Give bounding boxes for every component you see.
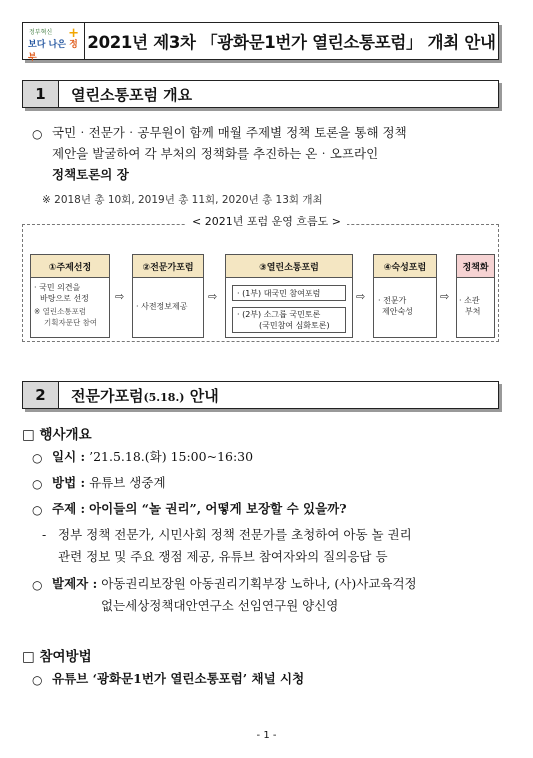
- flow-step-text: 부처: [465, 307, 481, 316]
- overview-line-3: 정책토론의 장: [52, 167, 129, 182]
- event-date-value: ’21.5.18.(화) 15:00~16:30: [89, 449, 254, 464]
- bullet-circle: ○: [32, 451, 43, 465]
- speakers-line-2: 없는세상정책대안연구소 선임연구원 양신영: [101, 598, 339, 613]
- bullet-circle: ○: [32, 127, 43, 141]
- flow-diagram-title: [0, 213, 533, 229]
- plus-icon: +: [68, 26, 79, 41]
- flow-substep-part2: [232, 307, 346, 333]
- event-method-value: 유튜브 생중계: [89, 475, 166, 490]
- topic-desc-line-2: 관련 정보 및 주요 쟁점 제공, 유튜브 참여자와의 질의응답 등: [58, 549, 388, 564]
- flow-step-expert-forum: [132, 254, 204, 338]
- dash-marker: -: [42, 527, 47, 542]
- flow-substep-text: (국민참여 심화토론): [259, 321, 330, 330]
- speakers-line-1: [52, 573, 417, 594]
- event-topic: [52, 498, 347, 519]
- section-title-main: 전문가포럼: [71, 386, 144, 405]
- event-topic-value: 아이들의 “놀 권리”, 어떻게 보장할 수 있을까?: [89, 501, 347, 516]
- flow-arrow-icon: ⇨: [115, 290, 125, 303]
- section-title: 열린소통포럼 개요: [71, 85, 193, 104]
- logo-text-b: 정부: [28, 40, 78, 63]
- flow-step-text: 바탕으로 선정: [40, 294, 89, 303]
- participation-item: 유튜브 ‘광화문1번가 열린소통포럼’ 채널 시청: [52, 671, 305, 686]
- section-title: [59, 385, 219, 406]
- history-note: ※ 2018년 총 10회, 2019년 총 11회, 2020년 총 13회 개최: [42, 194, 323, 206]
- subheading-overview: □ 행사개요: [22, 427, 92, 443]
- flow-arrow-icon: ⇨: [440, 290, 450, 303]
- flow-step-note: 기획자문단 참여: [44, 318, 98, 327]
- event-topic-label: 주제 :: [52, 501, 86, 516]
- flow-arrow-icon: ⇨: [208, 290, 218, 303]
- flow-step-head: ①주제선정: [31, 255, 109, 278]
- overview-line-2: 제안을 발굴하여 각 부처의 정책화를 추진하는 온‧오프라인: [52, 146, 379, 161]
- event-method: [52, 472, 166, 493]
- subheading-participation: □ 참여방법: [22, 649, 92, 665]
- bullet-circle: ○: [32, 673, 43, 687]
- bullet-circle: ○: [32, 578, 43, 592]
- flow-arrow-icon: ⇨: [356, 290, 366, 303]
- bullet-circle: ○: [32, 477, 43, 491]
- flow-step-open-forum: [225, 254, 353, 338]
- section-1-heading: [22, 80, 499, 108]
- logo-text-a: 보다 나은: [28, 40, 66, 50]
- flow-step-text: · 소관: [459, 296, 480, 305]
- speakers-label: 발제자 :: [52, 576, 98, 591]
- flow-step-note: ※ 열린소통포럼: [34, 307, 87, 316]
- page-number: - 1 -: [256, 730, 277, 741]
- document-title: 2021년 제3차 「광화문1번가 열린소통포럼」 개최 안내: [87, 33, 496, 52]
- section-title-date: (5.18.): [143, 390, 185, 404]
- flow-step-head: ②전문가포럼: [133, 255, 203, 278]
- event-date-label: 일시 :: [52, 449, 86, 464]
- flow-title-text: < 2021년 포럼 운영 흐름도 >: [186, 215, 347, 228]
- flow-step-head: 정책화: [457, 255, 494, 278]
- flow-substep-text: · (2부) 소그룹 국민토론: [237, 310, 321, 319]
- section-title-tail: 안내: [189, 386, 219, 405]
- government-innovation-logo: [23, 23, 85, 63]
- flow-step-text: 제안숙성: [382, 307, 413, 316]
- section-number: 2: [23, 382, 59, 408]
- event-date: [52, 446, 253, 467]
- flow-step-text: · 국민 의견을: [34, 283, 81, 292]
- section-2-heading: [22, 381, 499, 409]
- topic-desc-line-1: 정부 정책 전문가, 시민사회 정책 전문가를 초청하여 아동 놀 권리: [58, 527, 412, 542]
- flow-step-text: · 전문가: [378, 296, 407, 305]
- document-header: [22, 22, 499, 63]
- event-method-label: 방법 :: [52, 475, 86, 490]
- flow-step-head: ③열린소통포럼: [226, 255, 352, 278]
- section-number: 1: [23, 81, 59, 107]
- speakers-value: 아동권리보장원 아동권리기획부장 노하나, (사)사교육걱정: [101, 576, 417, 591]
- bullet-circle: ○: [32, 503, 43, 517]
- logo-caption: 정부혁신: [29, 29, 53, 36]
- overview-line-1: 국민‧전문가‧공무원이 함께 매월 주제별 정책 토론을 통해 정책: [52, 125, 407, 140]
- flow-step-head: ④숙성포럼: [374, 255, 436, 278]
- flow-step-text: · 사전정보제공: [136, 302, 188, 311]
- flow-substep-part1: · (1부) 대국민 참여포럼: [232, 285, 346, 301]
